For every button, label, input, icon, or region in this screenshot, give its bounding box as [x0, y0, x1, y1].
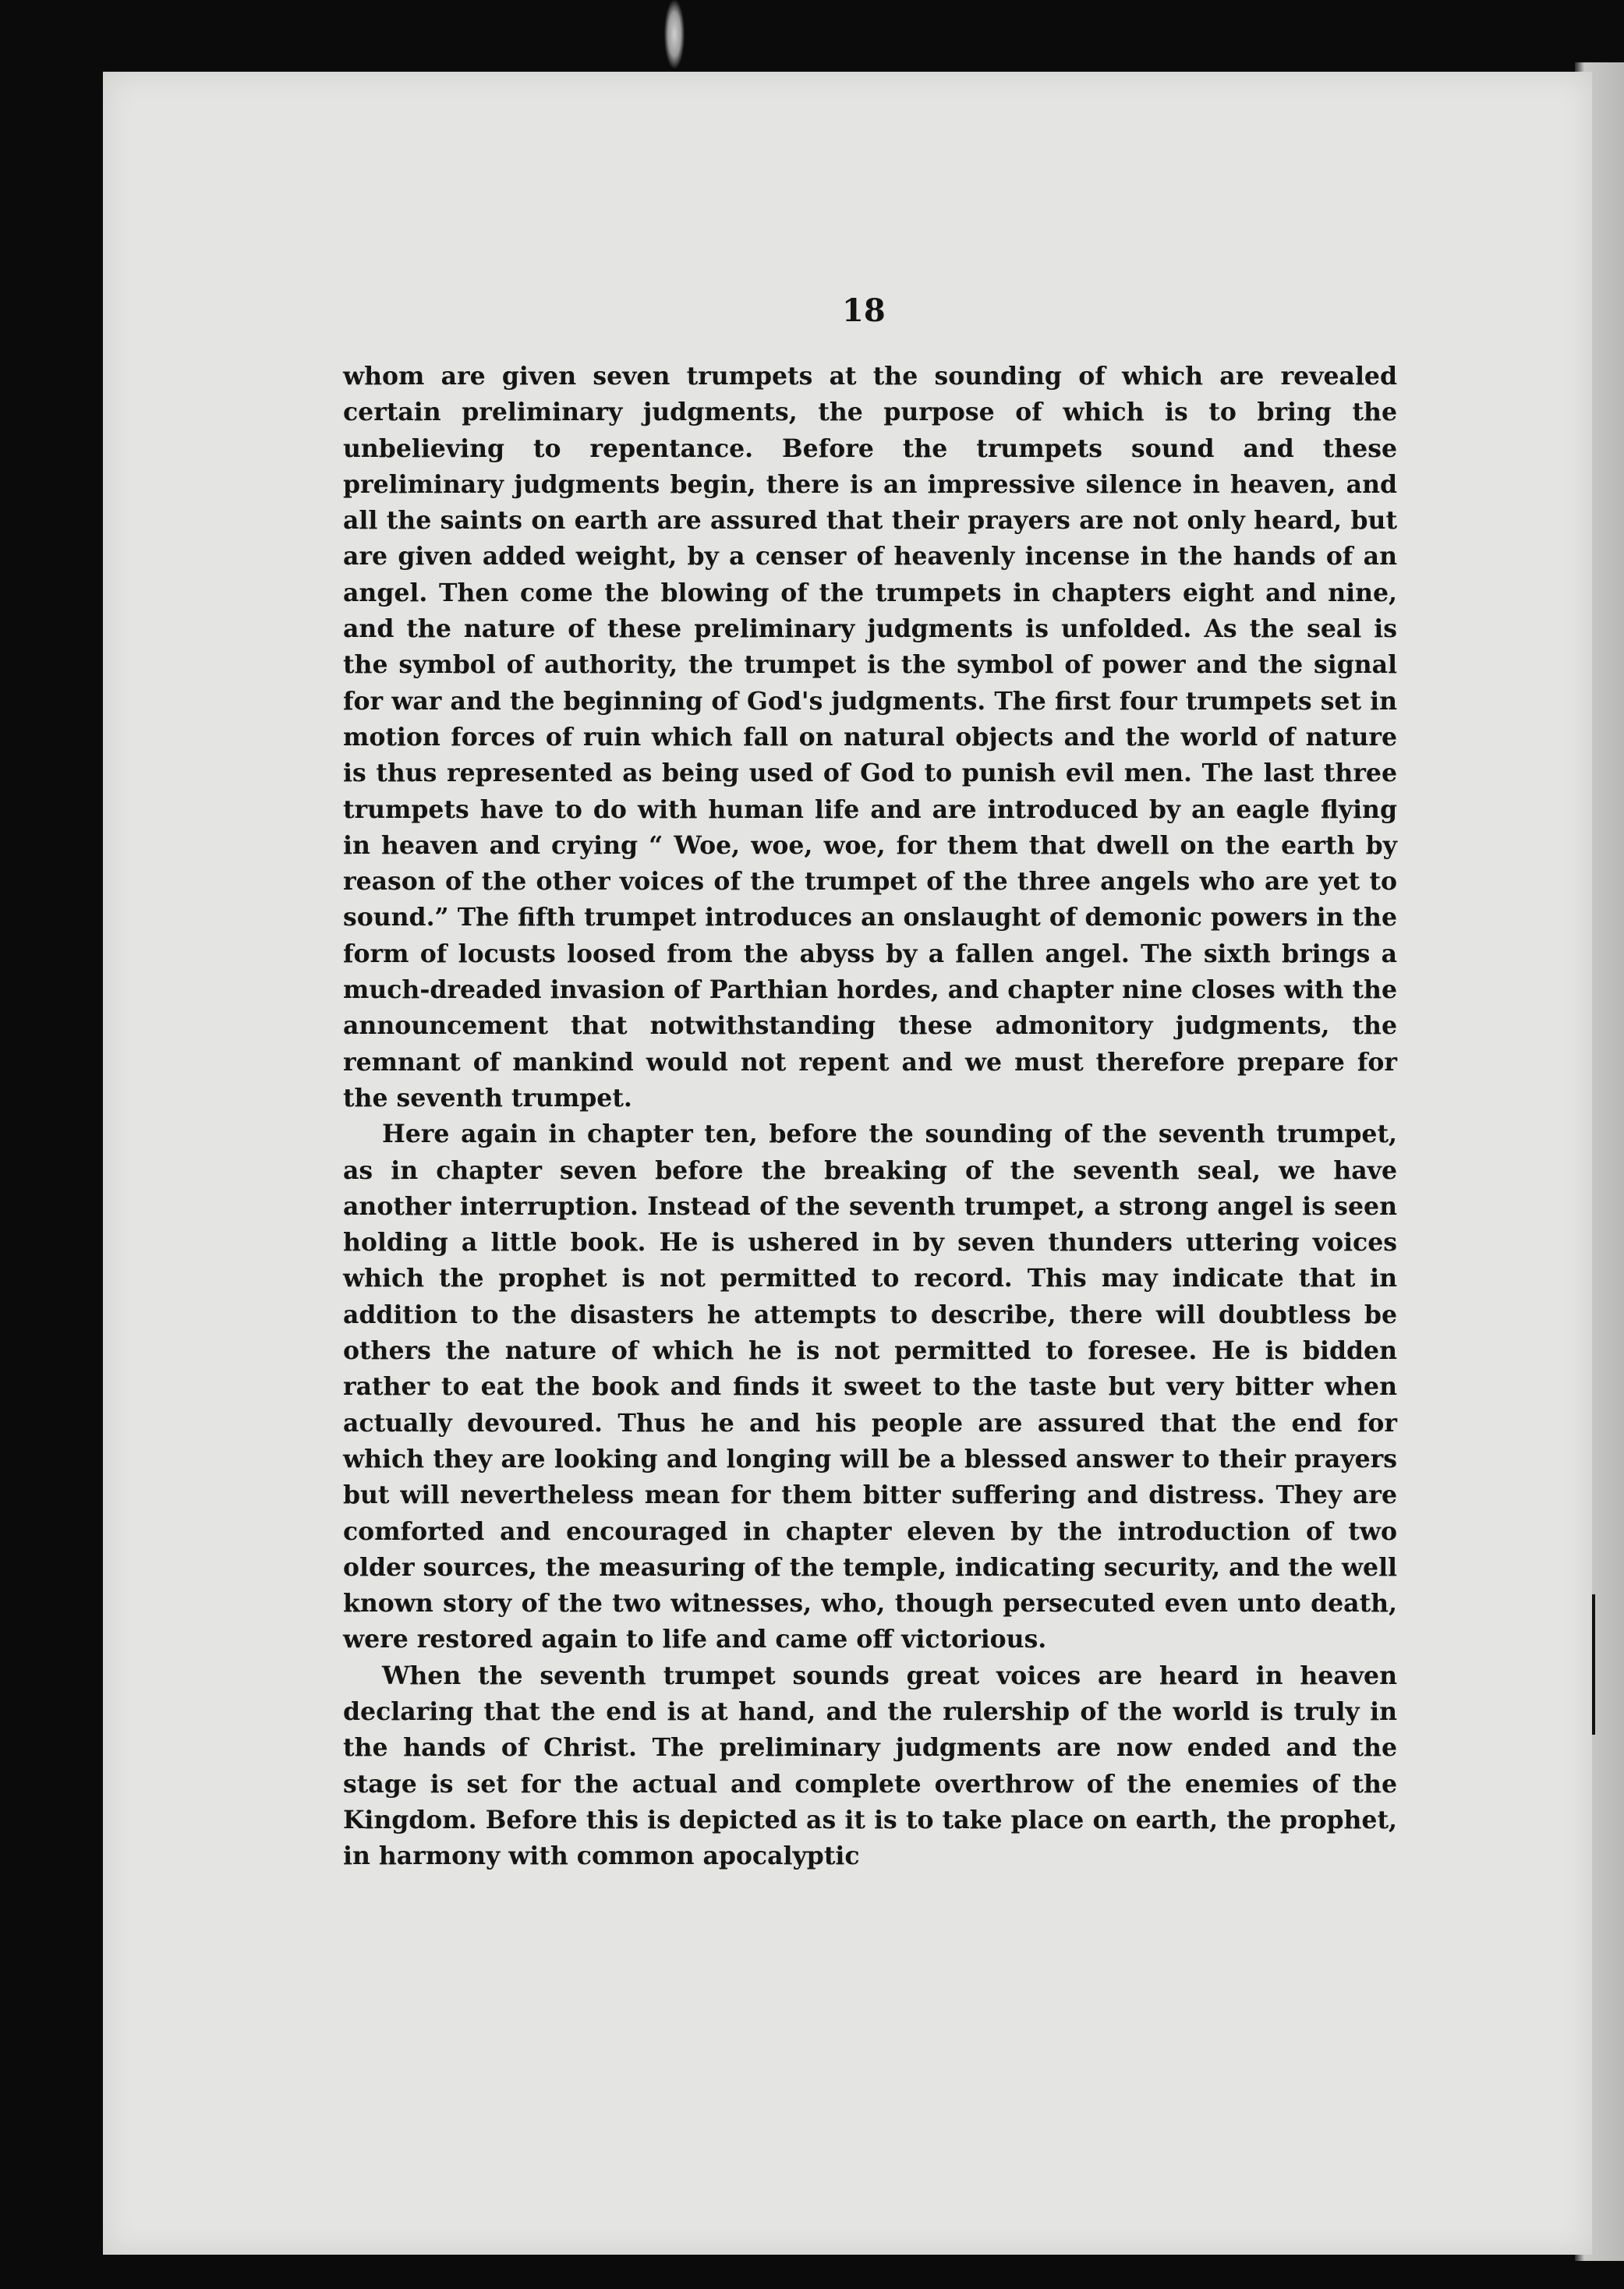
body-text — [343, 359, 1397, 1874]
paragraph-2: Here again in chapter ten, before the sounding of the seventh trumpet, as in chapter seven before the breaking of the seventh seal, we have another interruption. Instead of the seventh trumpet, a strong angel is seen holding a little book. He is ushered in by seven thunders uttering voices which the prophet is not permitted to record. This may indicate that in addition to the disasters he attempts to describe, there will doubtless be others the nature of which he is not permitted to foresee. He is bidden rather to eat the book and finds it sweet to the taste but very bitter when actually devoured. Thus he and his people are assured that the end for which they are looking and longing will be a blessed answer to their prayers but will nevertheless mean for them bitter suffering and distress. They are comforted and encouraged in chapter eleven by the introduction of two older sources, the measuring of the temple, indicating security, and the well known story of the two witnesses, who, though persecuted even unto death, were restored again to life and came off victorious. — [343, 1120, 1397, 1654]
page-number: 18 — [842, 292, 886, 329]
scan-artifact — [664, 0, 685, 69]
paragraph-3: When the seventh trumpet sounds great voices are heard in heaven declaring that the end is at hand, and the rulership of the world is truly in the hands of Christ. The preliminary judgments are now ended and the stage is set for the actual and complete overthrow of the enemies of the Kingdom. Before this is depicted as it is to take place on earth, the prophet, in harmony with common apocalyptic — [343, 1661, 1397, 1871]
paragraph-1: whom are given seven trumpets at the sounding of which are revealed certain preliminary judgments, the purpose of which is to bring the unbelieving to repentance. Before the trumpets sound and these preliminary judgments begin, there is an impressive silence in heaven, and all the saints on earth are assured that their prayers are not only heard, but are given added weight, by a censer of heavenly incense in the hands of an angel. Then come the blowing of the trumpets in chapters eight and nine, and the nature of these preliminary judgments is unfolded. As the seal is the symbol of authority, the trumpet is the symbol of power and the signal for war and the beginning of God's judgments. The first four trumpets set in motion forces of ruin which fall on natural objects and the world of nature is thus represented as being used of God to punish evil men. The last three trumpets have to do with human life and are introduced by an eagle flying in heaven and crying “ Woe, woe, woe, for them that dwell on the earth by reason of the other voices of the trumpet of the three angels who are yet to sound.” The fifth trumpet introduces an onslaught of demonic powers in the form of locusts loosed from the abyss by a fallen angel. The sixth brings a much-dreaded invasion of Parthian hordes, and chapter nine closes with the announcement that notwithstanding these admonitory judgments, the remnant of mankind would not repent and we must therefore prepare for the seventh trumpet. — [343, 362, 1397, 1113]
